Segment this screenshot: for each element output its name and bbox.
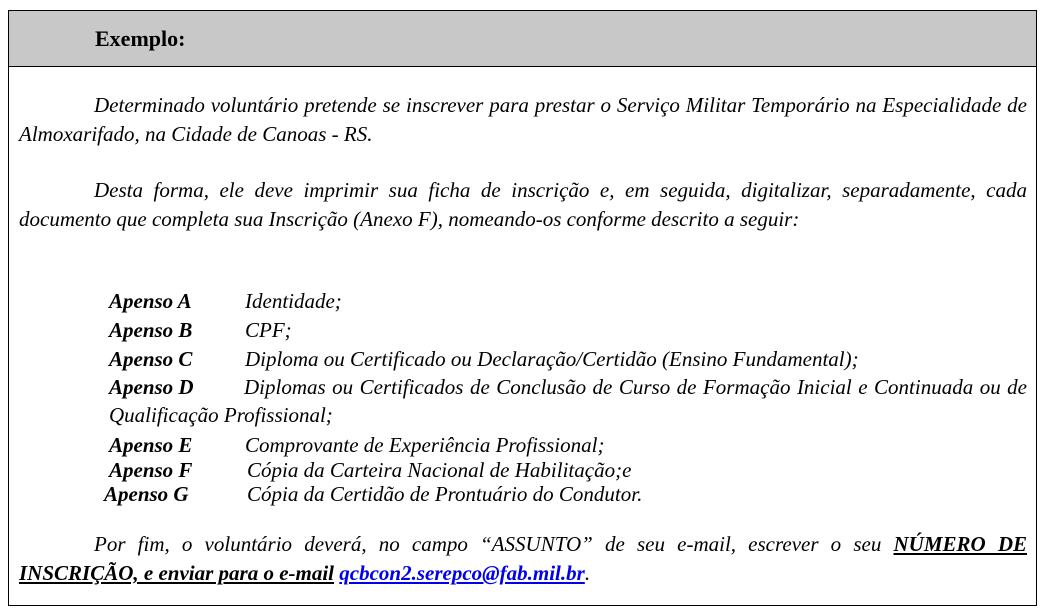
email-link[interactable]: qcbcon2.serepco@fab.mil.br bbox=[339, 561, 585, 585]
annex-e-code: Apenso E bbox=[109, 433, 193, 457]
annex-e-description: Comprovante de Experiência Profissional; bbox=[245, 433, 605, 457]
paragraph-instructions: Desta forma, ele deve imprimir sua ficha de inscrição e, em seguida, digitalizar, separadamente, cada documento que completa sua Inscrição (Anexo F), nomeando-os conforme descrito a seguir: bbox=[19, 178, 1027, 231]
paragraph-scenario: Determinado voluntário pretende se inscrever para prestar o Serviço Militar Temporário na Especialidade de Almoxarifado, na Cidade de Canoas - RS. bbox=[19, 93, 1027, 146]
annex-a-description: Identidade; bbox=[245, 289, 342, 313]
annex-f-description: Cópia da Carteira Nacional de Habilitação;e bbox=[247, 458, 632, 482]
annex-b-code: Apenso B bbox=[109, 318, 193, 342]
annex-d-code: Apenso D bbox=[109, 375, 194, 399]
annex-c-code: Apenso C bbox=[109, 347, 193, 371]
example-title: Exemplo: bbox=[95, 26, 186, 51]
closing-intro: Por fim, o voluntário deverá, no campo “ASSUNTO” de seu e-mail, escrever o seu bbox=[94, 532, 882, 556]
example-box bbox=[8, 10, 1037, 606]
closing-end: . bbox=[584, 561, 591, 585]
closing-emphasis: NÚMERO DE INSCRIÇÃO, e enviar para o e-mail bbox=[19, 532, 1027, 585]
annex-c-description: Diploma ou Certificado ou Declaração/Certidão (Ensino Fundamental); bbox=[245, 347, 859, 371]
annex-a-code: Apenso A bbox=[109, 289, 192, 313]
paragraph-closing bbox=[19, 530, 1027, 588]
annex-g-description: Cópia da Certidão de Prontuário do Condutor. bbox=[247, 482, 643, 506]
annex-d-description: Diplomas ou Certificados de Conclusão de Curso de Formação Inicial e Continuada ou de Qualificação Profissional; bbox=[109, 375, 1027, 427]
example-header bbox=[9, 11, 1036, 67]
annex-b-description: CPF; bbox=[245, 318, 292, 342]
annex-g-code: Apenso G bbox=[104, 482, 189, 506]
annex-f-code: Apenso F bbox=[109, 458, 193, 482]
